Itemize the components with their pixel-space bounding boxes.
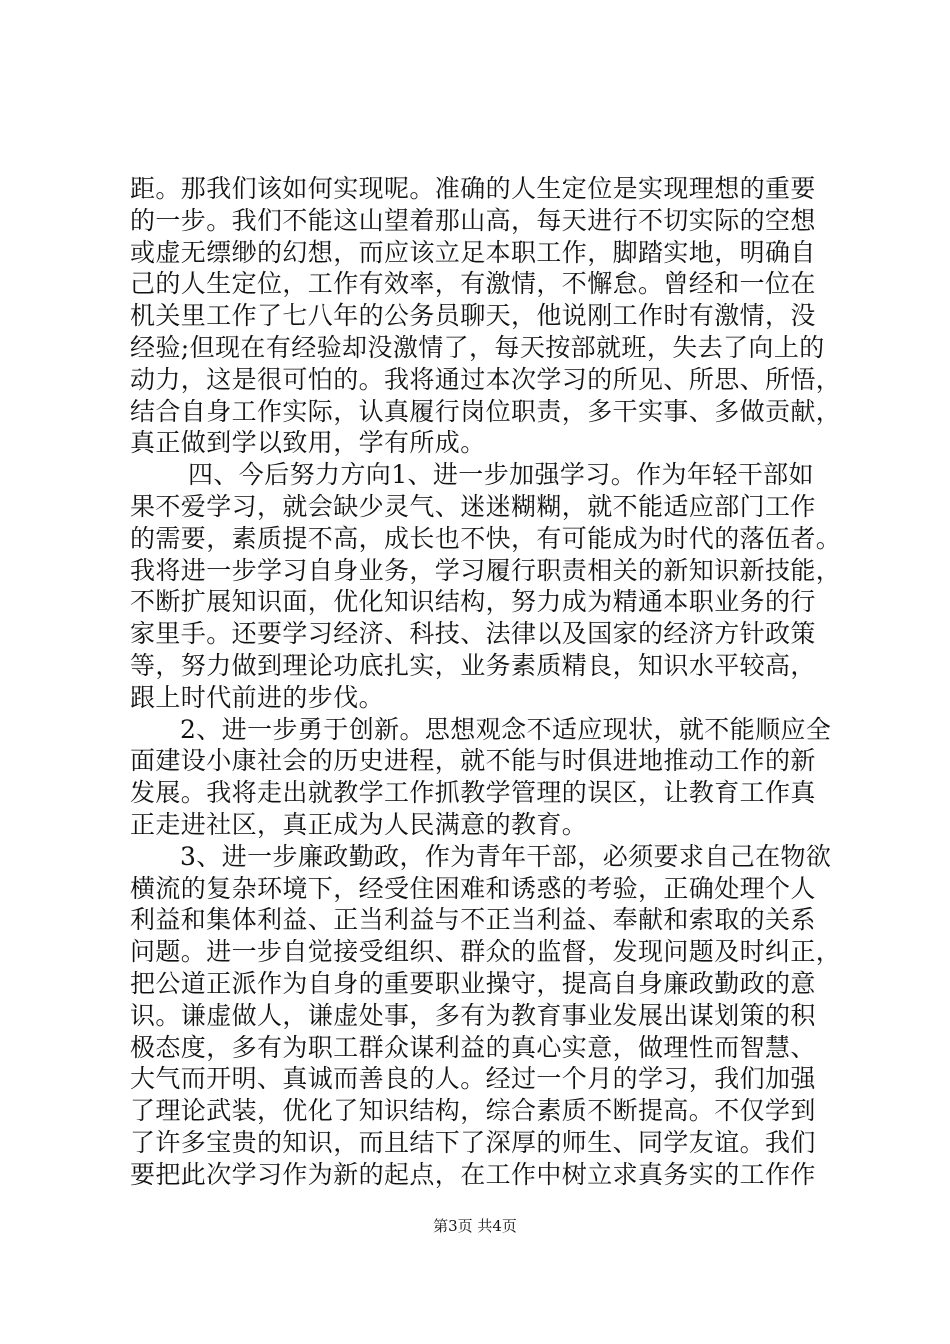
text-line: 把公道正派作为自身的重要职业操守，提高自身廉政勤政的意 [130, 968, 816, 998]
page-footer [0, 1216, 950, 1236]
text-line: 果不爱学习，就会缺少灵气、迷迷糊糊，就不能适应部门工作 [130, 491, 816, 521]
text-line: 了理论武装，优化了知识结构，综合素质不断提高。不仅学到 [130, 1096, 816, 1126]
text-line: 了许多宝贵的知识，而且结下了深厚的师生、同学友谊。我们 [130, 1127, 816, 1157]
text-line: 或虚无缥缈的幻想，而应该立足本职工作，脚踏实地，明确自 [130, 237, 816, 267]
text-line: 发展。我将走出就教学工作抓教学管理的误区，让教育工作真 [130, 778, 816, 808]
text-line: 要把此次学习作为新的起点，在工作中树立求真务实的工作作 [130, 1159, 816, 1189]
text-line: 的需要，素质提不高，成长也不快，有可能成为时代的落伍者。 [130, 523, 842, 553]
text-line: 真正做到学以致用，学有所成。 [130, 428, 486, 458]
text-line: 极态度，多有为职工群众谋利益的真心实意，做理性而智慧、 [130, 1032, 816, 1062]
text-line: 不断扩展知识面，优化知识结构，努力成为精通本职业务的行 [130, 587, 816, 617]
text-line: 家里手。还要学习经济、科技、法律以及国家的经济方针政策 [130, 619, 816, 649]
text-line: 问题。进一步自觉接受组织、群众的监督，发现问题及时纠正， [130, 937, 842, 967]
paragraph-start-line: 2、进一步勇于创新。思想观念不适应现状，就不能顺应全 [180, 714, 832, 744]
text-line: 识。谦虚做人，谦虚处事，多有为教育事业发展出谋划策的积 [130, 1000, 816, 1030]
text-line: 正走进社区，真正成为人民满意的教育。 [130, 809, 588, 839]
paragraph-start-line: 3、进一步廉政勤政，作为青年干部，必须要求自己在物欲 [180, 841, 832, 871]
text-line: 的一步。我们不能这山望着那山高，每天进行不切实际的空想 [130, 205, 816, 235]
text-line: 跟上时代前进的步伐。 [130, 682, 385, 712]
text-line: 大气而开明、真诚而善良的人。经过一个月的学习，我们加强 [130, 1064, 816, 1094]
document-body [130, 173, 842, 1191]
page-number-label: 第3页 共4页 [433, 1217, 517, 1235]
text-line: 经验;但现在有经验却没激情了，每天按部就班，失去了向上的 [130, 332, 825, 362]
text-line: 我将进一步学习自身业务，学习履行职责相关的新知识新技能， [130, 555, 842, 585]
text-line: 面建设小康社会的历史进程，就不能与时俱进地推动工作的新 [130, 746, 816, 776]
text-line: 利益和集体利益、正当利益与不正当利益、奉献和索取的关系 [130, 905, 816, 935]
text-line: 机关里工作了七八年的公务员聊天，他说刚工作时有激情，没 [130, 301, 816, 331]
text-line: 结合自身工作实际，认真履行岗位职责，多干实事、多做贡献， [130, 396, 842, 426]
text-line: 横流的复杂环境下，经受住困难和诱惑的考验，正确处理个人 [130, 873, 816, 903]
text-line: 距。那我们该如何实现呢。准确的人生定位是实现理想的重要 [130, 174, 816, 203]
paragraph-start-line: 四、今后努力方向1、进一步加强学习。作为年轻干部如 [188, 460, 814, 490]
text-line: 动力，这是很可怕的。我将通过本次学习的所见、所思、所悟， [130, 364, 842, 394]
text-line: 等，努力做到理论功底扎实，业务素质精良，知识水平较高， [130, 650, 816, 680]
text-line: 己的人生定位，工作有效率，有激情，不懈怠。曾经和一位在 [130, 269, 816, 299]
